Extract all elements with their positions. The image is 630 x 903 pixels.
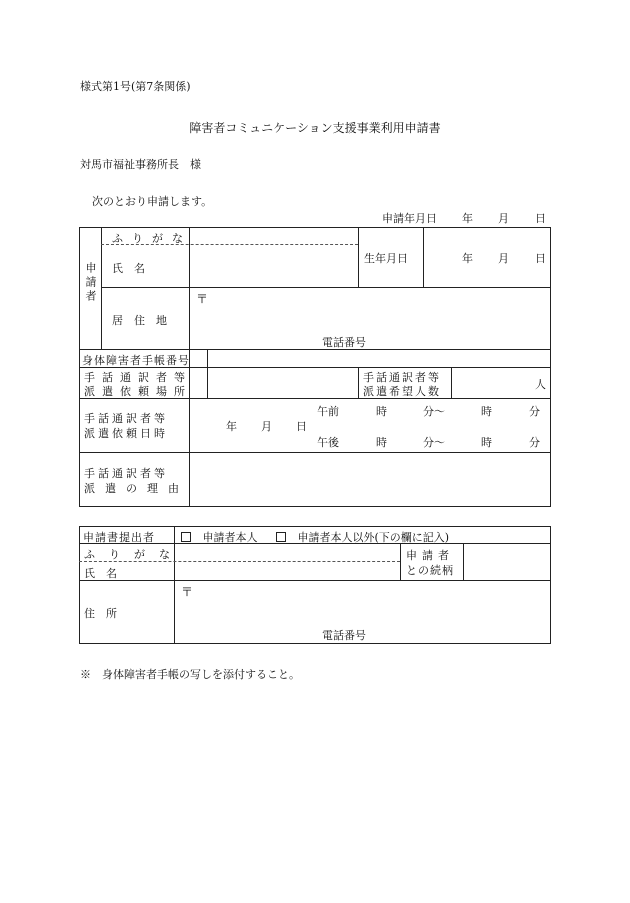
- phone-label: 電話番号: [322, 336, 366, 349]
- applicant-group-text: 申請者: [84, 262, 97, 304]
- name-field[interactable]: [190, 245, 358, 287]
- option-other[interactable]: [276, 529, 449, 545]
- relation-label-2: との続柄: [406, 564, 454, 577]
- birth-month-unit: 月: [498, 252, 509, 265]
- dispatch-reason-field[interactable]: [190, 453, 550, 506]
- postal-mark: 〒: [196, 292, 209, 306]
- dispatch-count-label-2: 派遣希望人数: [363, 385, 441, 398]
- furigana-label: ふりがな: [112, 232, 192, 245]
- dispatch-place-label-1: 手話通訳者等: [84, 371, 192, 384]
- dispatch-datetime-label-2: 派遣依頼日時: [84, 427, 168, 440]
- footer-note: ※ 身体障害者手帳の写しを添付すること。: [80, 668, 300, 681]
- date-day-unit: 日: [535, 212, 546, 225]
- birth-day-unit: 日: [535, 252, 546, 265]
- submitter-address-label: 住 所: [84, 607, 117, 620]
- application-date-label: 申請年月日: [382, 212, 437, 225]
- dispatch-count-field[interactable]: [452, 368, 550, 398]
- dispatch-datetime-field[interactable]: [190, 399, 550, 452]
- submitter-label: 申請書提出者: [83, 531, 155, 544]
- am-end-minute-unit: 分: [529, 405, 540, 418]
- date-month-unit: 月: [498, 212, 509, 225]
- option-self[interactable]: [181, 529, 258, 545]
- dispatch-day-unit: 日: [296, 420, 307, 433]
- am-end-hour-unit: 時: [481, 405, 492, 418]
- submitter-furigana-field[interactable]: [175, 544, 400, 561]
- am-minute-from: 分～: [423, 405, 445, 418]
- birthdate-label: 生年月日: [364, 252, 408, 265]
- disability-book-label: 身体障害者手帳番号: [82, 354, 190, 367]
- submitter-phone-label: 電話番号: [322, 629, 366, 642]
- pm-end-minute-unit: 分: [529, 436, 540, 449]
- pm-hour-unit: 時: [376, 436, 387, 449]
- pm-label: 午後: [317, 436, 339, 449]
- addressee: 対馬市福祉事務所長 様: [80, 158, 201, 171]
- intro-text: 次のとおり申請します。: [92, 195, 213, 208]
- dispatch-count-label-1: 手話通訳者等: [363, 371, 441, 384]
- name-label-text: 氏 名: [112, 262, 145, 275]
- submitter-name-field[interactable]: [175, 562, 400, 580]
- date-year-unit: 年: [462, 212, 473, 225]
- dispatch-datetime-label-1: 手話通訳者等: [84, 412, 168, 425]
- dispatch-count-unit: 人: [535, 378, 546, 391]
- dispatch-year-unit: 年: [226, 420, 237, 433]
- residence-field[interactable]: [190, 288, 550, 349]
- submitter-address-field[interactable]: [175, 581, 550, 643]
- document-title: 障害者コミュニケーション支援事業利用申請書: [189, 121, 441, 135]
- am-label: 午前: [317, 405, 339, 418]
- dispatch-place-field[interactable]: [208, 368, 358, 398]
- residence-label: 居 住 地: [112, 314, 167, 327]
- relation-label-1: 申請者: [406, 549, 454, 562]
- option-other-label: 申請者本人以外(下の欄に記入): [297, 531, 450, 544]
- submitter-postal-mark: 〒: [181, 585, 194, 599]
- checkbox-self-icon[interactable]: [181, 532, 191, 542]
- option-self-label: 申請者本人: [202, 531, 258, 544]
- submitter-name-label: 氏 名: [84, 567, 117, 580]
- birth-year-unit: 年: [462, 252, 473, 265]
- checkbox-other-icon[interactable]: [276, 532, 286, 542]
- disability-book-field[interactable]: [208, 350, 550, 367]
- relation-field[interactable]: [464, 544, 550, 580]
- dispatch-month-unit: 月: [261, 420, 272, 433]
- furigana-field[interactable]: [190, 228, 358, 244]
- name-label: [112, 260, 180, 276]
- applicant-group-label: [80, 262, 101, 308]
- birthdate-field[interactable]: [424, 228, 550, 287]
- dispatch-reason-label-1: 手話通訳者等: [84, 467, 168, 480]
- pm-end-hour-unit: 時: [481, 436, 492, 449]
- pm-minute-from: 分～: [423, 436, 445, 449]
- submitter-furigana-label: ふりがな: [84, 548, 184, 561]
- dispatch-reason-label-2: 派遣の理由: [84, 482, 189, 495]
- form-number: 様式第1号(第7条関係): [80, 80, 191, 93]
- dispatch-place-label-2: 派遣依頼場所: [84, 385, 192, 398]
- am-hour-unit: 時: [376, 405, 387, 418]
